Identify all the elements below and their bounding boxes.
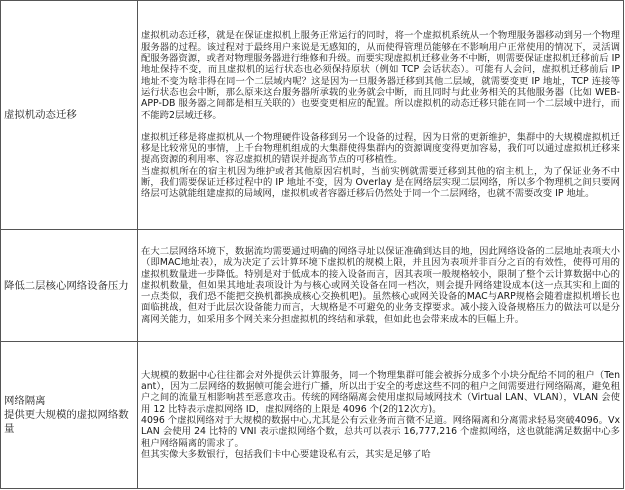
row-label-l2-core-pressure — [1, 230, 138, 342]
row-label-text: 虚拟机动态迁移 — [4, 109, 77, 121]
paragraph: 在大二层网络环境下，数据流均需要通过明确的网络寻址以保证准确到达目的地，因此网络设备的二层地址表项大小（即MAC地址表），成为决定了云计算环境下虚拟机的规模上限，并且因为表项并非百分之百的有效性，使得可用的虚拟机数量进一步降低。特别是对于低成本的接入设备而言，因其表项一般规格较小，限制了整个云计算数据中心的虚拟机数量，但如果其地址表项设计为与核心或网关设备在同一档次，则会提升网络建设成本(这一点其实和上面的一点类似，我们恐不能把交换机都换成核心交换机吧)。虽然核心或网关设备的MAC与ARP规格会随着虚拟机增长也面临挑战，但对于此层次设备能力而言，大规格是不可避免的业务支撑要求。减小接入设备规格压力的做法可以是分离网关能力，如采用多个网关来分担虚拟机的终结和承载，但如此也会带来成本的巨幅上升。 — [141, 245, 620, 325]
paragraph: 当虚拟机所在的宿主机因为维护或者其他原因宕机时，当前实例就需要迁移到其他的宿主机上，为了保证业务不中断，我们需要保证迁移过程中的 IP 地址不变，因为 Overlay 是在网络层实现二层网络，所以多个物理机之间只要网络层可达就能组建虚拟的局域网，虚拟机或者容器迁移后仍然处于同一个二层网络，也就不需要改变 IP 地址。 — [141, 165, 620, 200]
paragraph: 虚拟机动态迁移，就是在保证虚拟机上服务正常运行的同时，将一个虚拟机系统从一个物理服务器移动到另一个物理服务器的过程。该过程对于最终用户来说是无感知的，从而使得管理员能够在不影响用户正常使用的情况下，灵活调配服务器资源，或者对物理服务器进行维修和升级。而要实现虚拟机迁移业务不中断，则需要保证虚拟机迁移前后 IP 地址保持不变，而且虚拟机的运行状态也必须保持原状（例如 TCP 会话状态）。可能有人会问，虚拟机迁移前后 IP 地址不变为啥非得在同一个二层域内呢？这是因为一旦服务器迁移到其他二层域，就需要变更 IP 地址，TCP 连接等运行状态也会中断，那么原来这台服务器所承载的业务就会中断，而且同时与此业务相关的其他服务器（比如 WEB-APP-DB 服务器之间都是相互关联的）也要变更相应的配置。所以虚拟机的动态迁移只能在同一个二层域中进行，而不能跨2层域迁移。 — [141, 30, 620, 121]
paragraph-spacer — [141, 121, 620, 132]
paragraph: 虚拟机迁移是将虚拟机从一个物理硬件设备移到另一个设备的过程，因为日常的更新维护，集群中的大规模虚拟机迁移是比较常见的事情，上千台物理机组成的大集群使得集群内的资源调度变得更加容易，我们可以通过虚拟机迁移来提高资源的利用率、容忍虚拟机的错误并提高节点的可移植性。 — [141, 131, 620, 166]
row-content-network-isolation — [138, 342, 624, 489]
paragraph: 大规模的数据中心往往都会对外提供云计算服务，同一个物理集群可能会被拆分成多个小块分配给不同的租户（Tenant），因为二层网络的数据帧可能会进行广播，所以出于安全的考虑这些不同的租户之间需要进行网络隔离，避免租户之间的流量互相影响甚至恶意攻击。传统的网络隔离会使用虚拟局域网技术（Virtual LAN、VLAN），VLAN 会使用 12 比特表示虚拟网络 ID，虚拟网络的上限是 4096 个(2的12次方)。 — [141, 369, 620, 415]
table-row — [1, 230, 624, 342]
row-content-l2-core-pressure — [138, 230, 624, 342]
table-row — [1, 1, 624, 230]
paragraph: 4096 个虚拟网络对于大规模的数据中心,尤其是公有云业务而言微不足道。网络隔离和分离需求轻易突破4096。VxLAN 会使用 24 比特的 VNI 表示虚拟网络个数，总共可以表示 16,777,216 个虚拟网络，这也就能满足数据中心多租户网络隔离的需求了。 — [141, 415, 620, 449]
row-label-text: 网络隔离 提供更大规模的虚拟网络数量 — [4, 395, 129, 435]
row-label-text: 降低二层核心网络设备压力 — [4, 279, 129, 292]
row-content-vm-migration — [138, 1, 624, 230]
row-label-vm-migration — [1, 1, 138, 230]
row-label-network-isolation — [1, 342, 138, 489]
table-row — [1, 342, 624, 489]
paragraph: 但其实像大多数银行，包括我们卡中心要建设私有云，其实是足够了哈 — [141, 448, 431, 460]
